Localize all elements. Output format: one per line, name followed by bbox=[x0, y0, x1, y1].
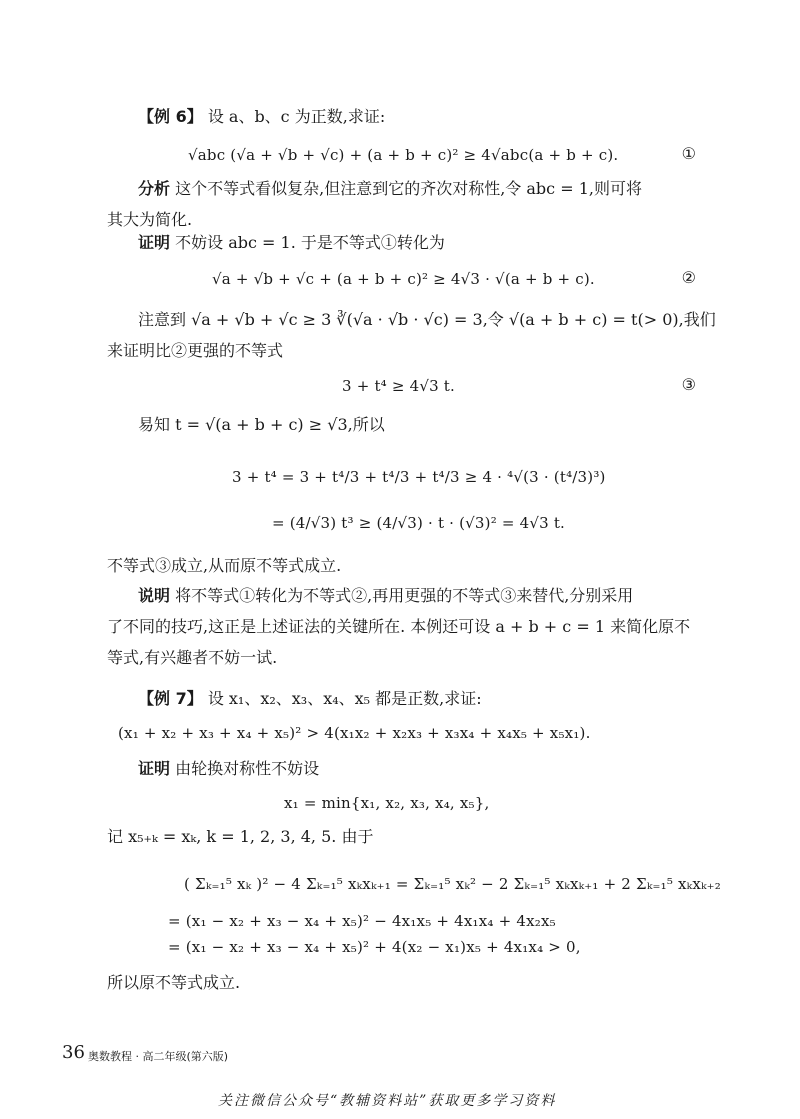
example7-proof-intro bbox=[138, 758, 319, 780]
remark-label: 说明 bbox=[138, 586, 171, 605]
example7-label: 【例 7】 bbox=[138, 689, 203, 708]
remark-line-2: 了不同的技巧,这正是上述证法的关键所在. 本例还可设 a + b + c = 1 来简化原不 bbox=[107, 617, 691, 636]
watermark-text: 关注微信公众号“教辅资料站”获取更多学习资料 bbox=[218, 1093, 557, 1109]
equation-number-2: ② bbox=[681, 268, 696, 287]
example6-statement: 设 a、b、c 为正数,求证: bbox=[207, 107, 386, 126]
note-line-1: 注意到 √a + √b + √c ≥ 3 ∛(√a · √b · √c) = 3,令 √(a + b + c) = t(> 0),我们 bbox=[138, 310, 716, 329]
example6-statement-line bbox=[138, 106, 385, 128]
analysis-label: 分析 bbox=[138, 179, 171, 198]
example7-statement-line bbox=[138, 688, 482, 710]
example7-conclusion: 所以原不等式成立. bbox=[107, 973, 241, 992]
equation-number-3: ③ bbox=[681, 375, 696, 394]
example6-proof-intro bbox=[138, 232, 445, 254]
example6-analysis bbox=[107, 178, 707, 240]
example7-calc-line-1: ( Σₖ₌₁⁵ xₖ )² − 4 Σₖ₌₁⁵ xₖxₖ₊₁ = Σₖ₌₁⁵ xₖ² − 2 Σₖ₌₁⁵ xₖxₖ₊₁ + 2 Σₖ₌₁⁵ xₖxₖ₊₂ bbox=[184, 875, 721, 893]
example6-note bbox=[107, 309, 716, 371]
example7-calc-line-2: = (x₁ − x₂ + x₃ − x₄ + x₅)² − 4x₁x₅ + 4x₁x₄ + 4x₂x₅ bbox=[168, 912, 556, 930]
remark-line-1: 将不等式①转化为不等式②,再用更强的不等式③来替代,分别采用 bbox=[175, 586, 634, 605]
example7-min-equation: x₁ = min{x₁, x₂, x₃, x₄, x₅}, bbox=[284, 794, 490, 812]
page-number: 36 bbox=[62, 1042, 85, 1063]
example6-remark bbox=[107, 585, 707, 678]
example7-proof-intro-text: 由轮换对称性不妨设 bbox=[175, 759, 320, 778]
example7-equation: (x₁ + x₂ + x₃ + x₄ + x₅)² > 4(x₁x₂ + x₂x₃ + x₃x₄ + x₄x₅ + x₅x₁). bbox=[118, 724, 591, 742]
example6-calc-line-1: 3 + t⁴ = 3 + t⁴/3 + t⁴/3 + t⁴/3 ≥ 4 · ⁴√(3 · (t⁴/3)³) bbox=[232, 468, 606, 486]
analysis-line-1: 这个不等式看似复杂,但注意到它的齐次对称性,令 abc = 1,则可将 bbox=[175, 179, 642, 198]
example6-conclusion: 不等式③成立,从而原不等式成立. bbox=[107, 556, 342, 575]
example6-easy-line: 易知 t = √(a + b + c) ≥ √3,所以 bbox=[138, 415, 385, 434]
example7-statement: 设 x₁、x₂、x₃、x₄、x₅ 都是正数,求证: bbox=[207, 689, 482, 708]
example7-calc-line-3: = (x₁ − x₂ + x₃ − x₄ + x₅)² + 4(x₂ − x₁)x₅ + 4x₁x₄ > 0, bbox=[168, 938, 581, 956]
example6-calc-line-2: = (4/√3) t³ ≥ (4/√3) · t · (√3)² = 4√3 t. bbox=[272, 514, 566, 532]
example6-label: 【例 6】 bbox=[138, 107, 203, 126]
example6-equation-1: √abc (√a + √b + √c) + (a + b + c)² ≥ 4√abc(a + b + c). bbox=[188, 146, 619, 164]
equation-number-1: ① bbox=[681, 144, 696, 163]
example6-equation-3: 3 + t⁴ ≥ 4√3 t. bbox=[342, 377, 456, 395]
example7-proof-label: 证明 bbox=[138, 759, 171, 778]
remark-line-3: 等式,有兴趣者不妨一试. bbox=[107, 648, 278, 667]
proof-label: 证明 bbox=[138, 233, 171, 252]
example7-notation: 记 x₅₊ₖ = xₖ, k = 1, 2, 3, 4, 5. 由于 bbox=[107, 827, 374, 846]
analysis-line-2: 其大为简化. bbox=[107, 210, 193, 229]
proof-intro-text: 不妨设 abc = 1. 于是不等式①转化为 bbox=[175, 233, 445, 252]
example6-equation-2: √a + √b + √c + (a + b + c)² ≥ 4√3 · √(a + b + c). bbox=[212, 270, 595, 288]
book-title: 奥数教程 · 高二年级(第六版) bbox=[88, 1050, 229, 1063]
note-line-2: 来证明比②更强的不等式 bbox=[107, 341, 284, 360]
